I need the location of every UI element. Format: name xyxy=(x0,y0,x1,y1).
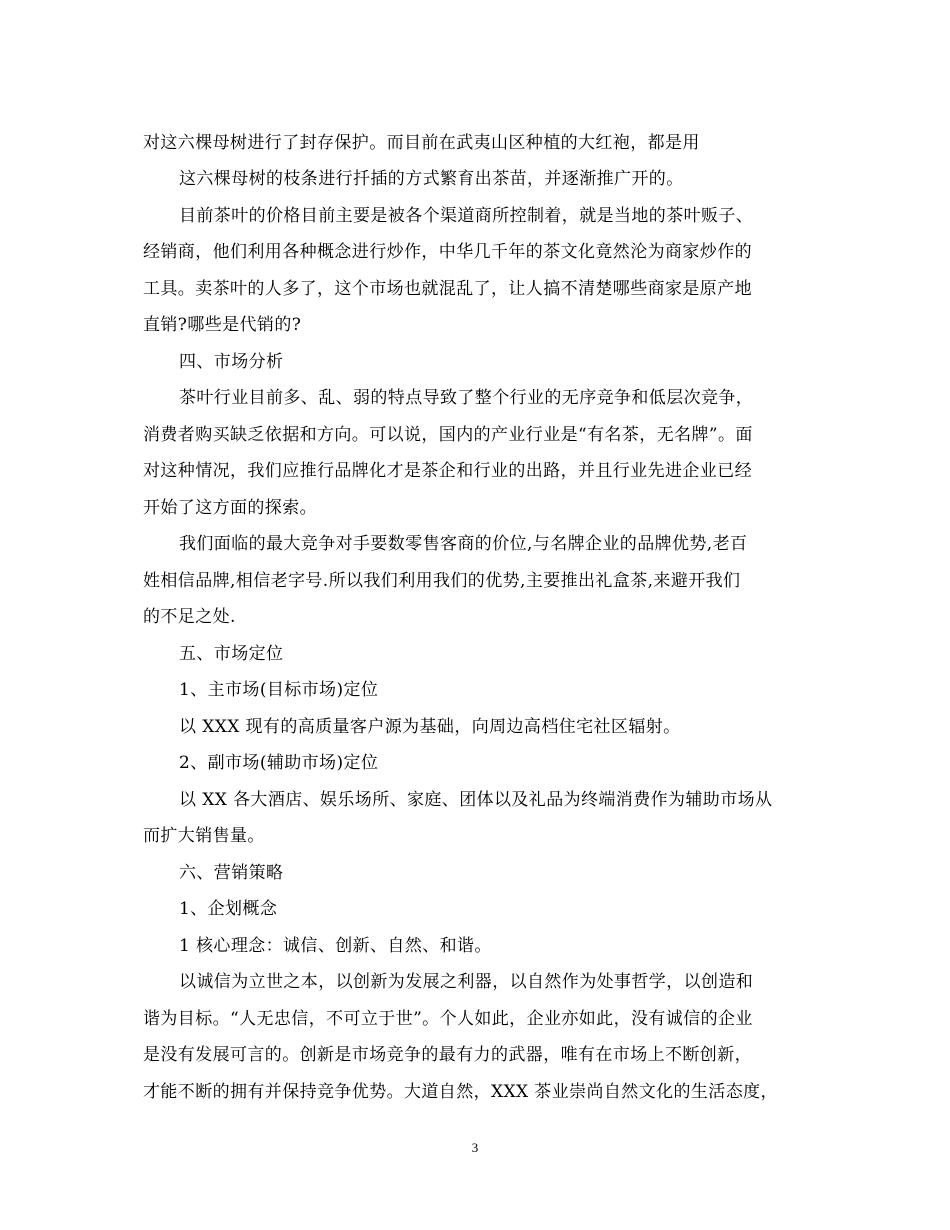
text-line: 工具。卖茶叶的人多了，这个市场也就混乱了，让人搞不清楚哪些商家是原产地 xyxy=(143,279,752,299)
page-number: 3 xyxy=(471,1140,479,1155)
text-line: 目前茶叶的价格目前主要是被各个渠道商所控制着，就是当地的茶叶贩子、 xyxy=(179,206,754,226)
text-line: 是没有发展可言的。创新是市场竞争的最有力的武器，唯有在市场上不断创新， xyxy=(143,1045,752,1065)
section-heading: 四、市场分析 xyxy=(179,352,284,372)
text-line: 以诚信为立世之本，以创新为发展之利器，以自然作为处事哲学，以创造和 xyxy=(179,972,754,992)
subsection-heading: 1、企划概念 xyxy=(179,899,278,919)
text-line: 经销商，他们利用各种概念进行炒作，中华几千年的茶文化竟然沦为商家炒作的 xyxy=(143,242,752,262)
text-line: 茶叶行业目前多、乱、弱的特点导致了整个行业的无序竞争和低层次竞争， xyxy=(179,388,754,408)
text-line: 而扩大销售量。 xyxy=(143,826,265,846)
text-line: 对这六棵母树进行了封存保护。而目前在武夷山区种植的大红袍，都是用 xyxy=(143,133,700,153)
text-line: 1 核心理念：诚信、创新、自然、和谐。 xyxy=(179,936,492,956)
text-line: 消费者购买缺乏依据和方向。可以说，国内的产业行业是“有名茶，无名牌”。面 xyxy=(143,425,753,445)
text-line: 这六棵母树的枝条进行扦插的方式繁育出茶苗，并逐渐推广开的。 xyxy=(179,169,684,189)
text-line: 开始了这方面的探索。 xyxy=(143,498,317,518)
text-line: 以 XXX 现有的高质量客户源为基础，向周边高档住宅社区辐射。 xyxy=(179,717,681,737)
subsection-heading: 1、主市场(目标市场)定位 xyxy=(179,680,379,700)
text-line: 对这种情况，我们应推行品牌化才是茶企和行业的出路，并且行业先进企业已经 xyxy=(143,461,752,481)
text-line: 才能不断的拥有并保持竞争优势。大道自然，XXX 茶业崇尚自然文化的生活态度， xyxy=(143,1082,778,1102)
section-heading: 五、市场定位 xyxy=(179,644,284,664)
text-line: 姓相信品牌,相信老字号.所以我们利用我们的优势,主要推出礼盒茶,来避开我们 xyxy=(143,571,741,591)
text-line: 我们面临的最大竞争对手要数零售客商的价位,与名牌企业的品牌优势,老百 xyxy=(179,534,748,554)
text-line: 的不足之处. xyxy=(143,607,236,627)
text-line: 谐为目标。“人无忠信，不可立于世”。个人如此，企业亦如此，没有诚信的企业 xyxy=(143,1009,753,1029)
text-line: 直销?哪些是代销的? xyxy=(143,315,302,335)
section-heading: 六、营销策略 xyxy=(179,863,284,883)
subsection-heading: 2、副市场(辅助市场)定位 xyxy=(179,753,379,773)
text-line: 以 XX 各大酒店、娱乐场所、家庭、团体以及礼品为终端消费作为辅助市场从 xyxy=(179,790,773,810)
